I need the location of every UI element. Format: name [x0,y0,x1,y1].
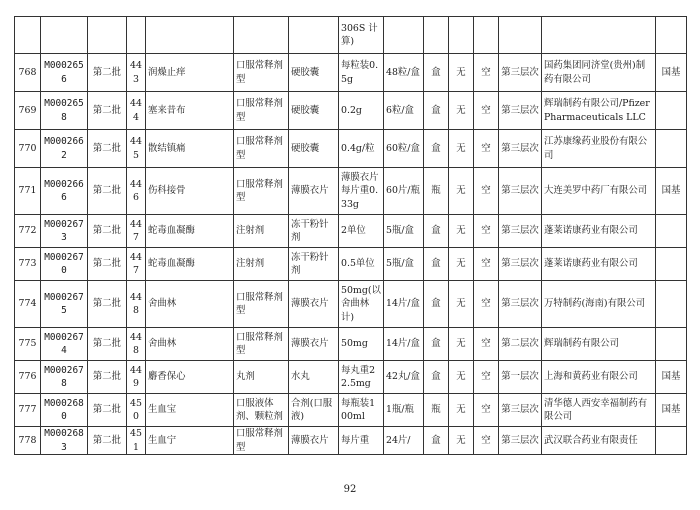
dosage-type-cell: 冻干粉针剂 [289,248,339,281]
package-cell: 1瓶/瓶 [384,394,424,427]
dosage-form-cell: 口服常释剂型 [234,130,289,168]
batch-cell: 第二批 [88,92,127,130]
code-cell: M0002670 [41,248,88,281]
package-cell: 60片/瓶 [384,168,424,215]
company-cell: 武汉联合药业有限责任 [542,427,656,455]
col-b-cell: 空 [474,54,499,92]
mark-cell [656,248,687,281]
spec-cell: 306S 计算) [339,17,384,54]
package-cell: 14片/盒 [384,328,424,361]
group-number-cell: 451 [127,427,146,455]
spec-cell: 2单位 [339,215,384,248]
spec-cell: 50mg [339,328,384,361]
col-a-cell: 无 [449,168,474,215]
table-row [15,168,687,215]
group-number-cell: 443 [127,54,146,92]
dosage-type-cell: 硬胶囊 [289,92,339,130]
drug-list-table [14,16,687,455]
code-cell: M0002674 [41,328,88,361]
unit-cell: 盒 [424,248,449,281]
mark-cell: 国基 [656,394,687,427]
company-cell: 辉瑞制药有限公司 [542,328,656,361]
drug-name-cell: 塞来昔布 [146,92,234,130]
company-cell: 蓬莱诺康药业有限公司 [542,248,656,281]
code-cell: M0002658 [41,92,88,130]
level-cell: 第三层次 [499,92,542,130]
dosage-type-cell: 薄膜衣片 [289,168,339,215]
col-b-cell: 空 [474,92,499,130]
dosage-type-cell: 薄膜衣片 [289,281,339,328]
group-number-cell: 445 [127,130,146,168]
mark-cell: 国基 [656,168,687,215]
drug-name-cell: 生血宁 [146,427,234,455]
seq-cell: 773 [15,248,41,281]
unit-cell: 盒 [424,215,449,248]
spec-cell: 50mg(以舍曲林计) [339,281,384,328]
col-a-cell: 无 [449,92,474,130]
dosage-form-cell: 丸剂 [234,361,289,394]
level-cell: 第三层次 [499,281,542,328]
spec-cell: 0.2g [339,92,384,130]
package-cell: 6粒/盒 [384,92,424,130]
unit-cell: 盒 [424,361,449,394]
col-b-cell: 空 [474,168,499,215]
company-cell: 万特制药(海南)有限公司 [542,281,656,328]
batch-cell: 第二批 [88,215,127,248]
table-row [15,248,687,281]
unit-cell: 盒 [424,54,449,92]
drug-name-cell: 舍曲林 [146,328,234,361]
dosage-form-cell: 注射剂 [234,215,289,248]
code-cell: M0002675 [41,281,88,328]
package-cell: 24片/ [384,427,424,455]
table-row [15,130,687,168]
dosage-type-cell: 合剂(口服液) [289,394,339,427]
spec-cell: 薄膜衣片每片重0.33g [339,168,384,215]
table-row [15,54,687,92]
group-number-cell: 450 [127,394,146,427]
col-a-cell: 无 [449,427,474,455]
code-cell: M0002673 [41,215,88,248]
dosage-type-cell: 薄膜衣片 [289,427,339,455]
col-b-cell: 空 [474,427,499,455]
package-cell: 14片/盒 [384,281,424,328]
table-row [15,328,687,361]
spec-cell: 0.5单位 [339,248,384,281]
table-row [15,361,687,394]
batch-cell: 第二批 [88,54,127,92]
dosage-form-cell: 口服常释剂型 [234,281,289,328]
dosage-form-cell: 口服常释剂型 [234,328,289,361]
seq-cell: 770 [15,130,41,168]
drug-name-cell: 蛇毒血凝酶 [146,248,234,281]
code-cell: M0002680 [41,394,88,427]
col-b-cell: 空 [474,215,499,248]
table-row [15,427,687,455]
drug-name-cell: 生血宝 [146,394,234,427]
seq-cell: 768 [15,54,41,92]
level-cell: 第三层次 [499,248,542,281]
table-row-continued [15,17,687,54]
package-cell: 48粒/盒 [384,54,424,92]
company-cell: 清华德人西安幸福制药有限公司 [542,394,656,427]
package-cell: 5瓶/盒 [384,248,424,281]
spec-cell: 每瓶装100ml [339,394,384,427]
code-cell: M0002662 [41,130,88,168]
group-number-cell: 444 [127,92,146,130]
unit-cell: 盒 [424,281,449,328]
spec-cell: 每片重 [339,427,384,455]
level-cell: 第三层次 [499,168,542,215]
dosage-type-cell: 硬胶囊 [289,130,339,168]
batch-cell: 第二批 [88,328,127,361]
table-row [15,92,687,130]
group-number-cell: 448 [127,281,146,328]
batch-cell: 第二批 [88,361,127,394]
dosage-type-cell: 薄膜衣片 [289,328,339,361]
code-cell: M0002666 [41,168,88,215]
mark-cell [656,328,687,361]
table-row [15,215,687,248]
dosage-form-cell: 口服常释剂型 [234,54,289,92]
spec-cell: 每丸重22.5mg [339,361,384,394]
level-cell: 第三层次 [499,394,542,427]
drug-name-cell: 舍曲林 [146,281,234,328]
seq-cell: 769 [15,92,41,130]
drug-name-cell: 散结镇痛 [146,130,234,168]
seq-cell: 772 [15,215,41,248]
unit-cell: 盒 [424,130,449,168]
table-row [15,394,687,427]
company-cell: 上海和黄药业有限公司 [542,361,656,394]
batch-cell: 第二批 [88,281,127,328]
col-a-cell: 无 [449,281,474,328]
dosage-form-cell: 注射剂 [234,248,289,281]
col-a-cell: 无 [449,54,474,92]
package-cell: 42丸/盒 [384,361,424,394]
company-cell: 蓬莱诺康药业有限公司 [542,215,656,248]
page-number: 92 [343,484,357,495]
batch-cell: 第二批 [88,130,127,168]
mark-cell [656,281,687,328]
dosage-form-cell: 口服常释剂型 [234,92,289,130]
group-number-cell: 446 [127,168,146,215]
col-b-cell: 空 [474,394,499,427]
company-cell: 江苏康缘药业股份有限公司 [542,130,656,168]
company-cell: 国药集团同济堂(贵州)制药有限公司 [542,54,656,92]
col-a-cell: 无 [449,215,474,248]
group-number-cell: 447 [127,215,146,248]
drug-name-cell: 麝香保心 [146,361,234,394]
col-a-cell: 无 [449,248,474,281]
drug-name-cell: 润燥止痒 [146,54,234,92]
level-cell: 第二层次 [499,328,542,361]
dosage-form-cell: 口服常释剂型 [234,168,289,215]
code-cell: M0002678 [41,361,88,394]
seq-cell: 774 [15,281,41,328]
batch-cell: 第二批 [88,427,127,455]
table-row [15,281,687,328]
col-a-cell: 无 [449,328,474,361]
col-b-cell: 空 [474,361,499,394]
col-a-cell: 无 [449,361,474,394]
level-cell: 第三层次 [499,427,542,455]
seq-cell: 771 [15,168,41,215]
code-cell: M0002656 [41,54,88,92]
col-b-cell: 空 [474,281,499,328]
batch-cell: 第二批 [88,248,127,281]
seq-cell: 776 [15,361,41,394]
col-b-cell: 空 [474,328,499,361]
mark-cell: 国基 [656,361,687,394]
unit-cell: 盒 [424,92,449,130]
unit-cell: 盒 [424,427,449,455]
level-cell: 第一层次 [499,361,542,394]
col-a-cell: 无 [449,394,474,427]
dosage-form-cell: 口服常释剂型 [234,427,289,455]
level-cell: 第三层次 [499,54,542,92]
batch-cell: 第二批 [88,168,127,215]
seq-cell: 778 [15,427,41,455]
level-cell: 第三层次 [499,215,542,248]
code-cell: M0002683 [41,427,88,455]
mark-cell [656,427,687,455]
batch-cell: 第二批 [88,394,127,427]
unit-cell: 盒 [424,328,449,361]
spec-cell: 0.4g/粒 [339,130,384,168]
dosage-type-cell: 水丸 [289,361,339,394]
dosage-type-cell: 硬胶囊 [289,54,339,92]
dosage-form-cell: 口服液体剂、颗粒剂 [234,394,289,427]
col-b-cell: 空 [474,248,499,281]
group-number-cell: 449 [127,361,146,394]
seq-cell: 775 [15,328,41,361]
spec-cell: 每粒装0.5g [339,54,384,92]
drug-name-cell: 蛇毒血凝酶 [146,215,234,248]
company-cell: 大连美罗中药厂有限公司 [542,168,656,215]
mark-cell [656,130,687,168]
col-b-cell: 空 [474,130,499,168]
mark-cell [656,215,687,248]
group-number-cell: 448 [127,328,146,361]
drug-name-cell: 伤科接骨 [146,168,234,215]
seq-cell: 777 [15,394,41,427]
unit-cell: 瓶 [424,394,449,427]
company-cell: 辉瑞制药有限公司/Pfizer Pharmaceuticals LLC [542,92,656,130]
mark-cell [656,92,687,130]
unit-cell: 瓶 [424,168,449,215]
package-cell: 5瓶/盒 [384,215,424,248]
dosage-type-cell: 冻干粉针剂 [289,215,339,248]
level-cell: 第三层次 [499,130,542,168]
group-number-cell: 447 [127,248,146,281]
col-a-cell: 无 [449,130,474,168]
mark-cell: 国基 [656,54,687,92]
package-cell: 60粒/盒 [384,130,424,168]
